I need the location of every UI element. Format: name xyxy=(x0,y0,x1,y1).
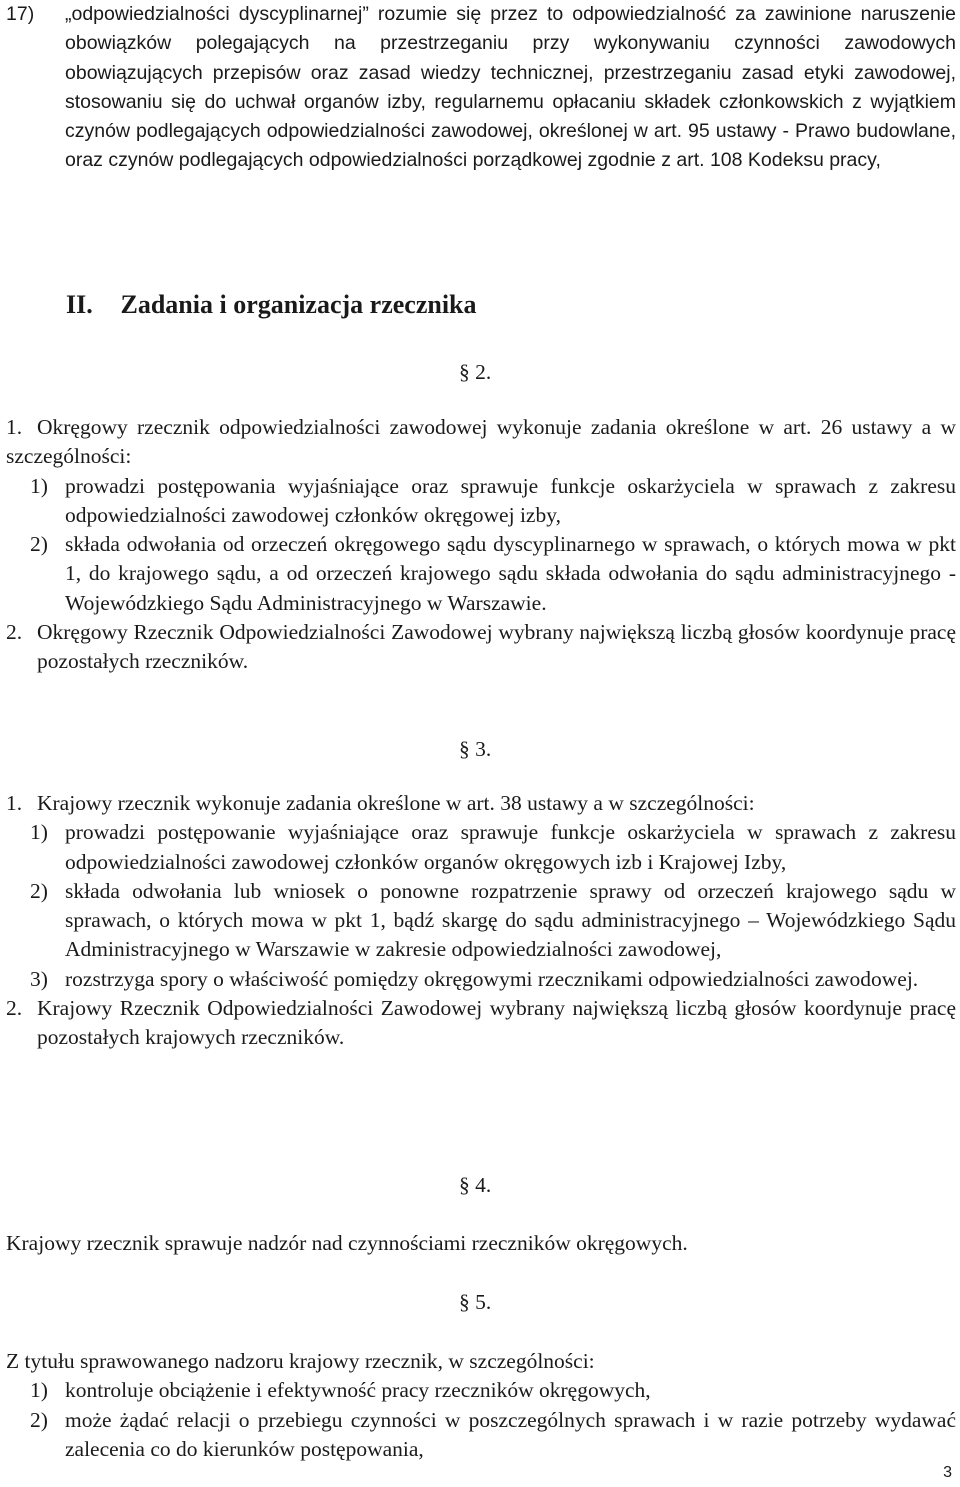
paragraph-number: 1. xyxy=(6,415,23,439)
list-item xyxy=(6,818,956,877)
item-number: 17) xyxy=(6,3,35,25)
paragraph-2 xyxy=(6,994,956,1053)
list-item-text: prowadzi postępowanie wyjaśniające oraz sprawuje funkcje oskarżyciela w sprawach z zakresu odpowiedzialności zawodowej członków organów okręgowych izb i Krajowej Izby, xyxy=(65,820,956,874)
list-item-number: 1) xyxy=(30,1378,48,1403)
section-sign-4: § 4. xyxy=(459,1173,492,1197)
paragraph-text: Okręgowy rzecznik odpowiedzialności zawodowej wykonuje zadania określone w art. 26 ustawy a w szczególności: xyxy=(6,415,956,469)
section-sign-2: § 2. xyxy=(459,360,492,384)
page-number: 3 xyxy=(943,1464,952,1481)
paragraph-1 xyxy=(6,413,956,472)
list-item xyxy=(6,1376,956,1405)
section-2-body xyxy=(6,413,956,677)
item-text: „odpowiedzialności dyscyplinarnej” rozumie się przez to odpowiedzialność za zawinione naruszenie obowiązków polegających na przestrzeganiu przy wykonywaniu czynności zawodowych obowiązujących przepisów oraz zasad wiedzy technicznej, przestrzeganiu zasad etyki zawodowej, stosowaniu się do uchwał organów izby, regularnemu opłacaniu składek członkowskich z wyjątkiem czynów podlegających odpowiedzialności zawodowej, określonej w art. 95 ustawy - Prawo budowlane, oraz czynów podlegających odpowiedzialności porządkowej zgodnie z art. 108 Kodeksu pracy, xyxy=(65,3,956,172)
chapter-number: II. xyxy=(66,290,93,319)
paragraph-1 xyxy=(6,789,956,818)
paragraph-number: 1. xyxy=(6,791,23,815)
list-item-number: 1) xyxy=(30,820,48,845)
section-3-body xyxy=(6,789,956,1053)
paragraph-2 xyxy=(6,618,956,677)
list-item-text: składa odwołania od orzeczeń okręgowego sądu dyscyplinarnego w sprawach, o których mowa w pkt 1, do krajowego sądu, a od orzeczeń krajowego sądu składa odwołania do sądu administracyjnego - Wojewódzkiego Sądu Administracyjnego w Warszawie. xyxy=(65,532,956,615)
list-item-number: 3) xyxy=(30,966,48,991)
list-item xyxy=(6,965,956,994)
section-4-text: Krajowy rzecznik sprawuje nadzór nad czynnościami rzeczników okręgowych. xyxy=(6,1231,688,1255)
list-item-text: kontroluje obciążenie i efektywność pracy rzeczników okręgowych, xyxy=(65,1378,651,1403)
section-sign-3: § 3. xyxy=(459,737,492,761)
list-item xyxy=(6,472,956,531)
list-item xyxy=(6,877,956,965)
section-sign-5: § 5. xyxy=(459,1290,492,1314)
list-item xyxy=(6,1406,956,1465)
list-item-text: prowadzi postępowania wyjaśniające oraz sprawuje funkcje oskarżyciela w sprawach z zakresu odpowiedzialności zawodowej członków okręgowej izby, xyxy=(65,473,956,527)
list-item-number: 2) xyxy=(30,878,48,903)
paragraph-number: 2. xyxy=(6,620,23,645)
paragraph-text: Okręgowy Rzecznik Odpowiedzialności Zawodowej wybrany największą liczbą głosów koordynuje pracę pozostałych rzeczników. xyxy=(37,620,956,674)
chapter-heading xyxy=(66,289,477,321)
list-item-number: 2) xyxy=(30,532,48,557)
section-5-intro: Z tytułu sprawowanego nadzoru krajowy rzecznik, w szczególności: xyxy=(6,1349,595,1373)
definition-item-17 xyxy=(6,0,956,176)
list-item-text: może żądać relacji o przebiegu czynności w poszczególnych sprawach i w razie potrzeby wydawać zalecenia co do kierunków postępowania, xyxy=(65,1407,956,1461)
paragraph-text: Krajowy Rzecznik Odpowiedzialności Zawodowej wybrany największą liczbą głosów koordynuje pracę pozostałych krajowych rzeczników. xyxy=(37,996,956,1050)
list-item-number: 2) xyxy=(30,1407,48,1432)
list-item xyxy=(6,530,956,618)
paragraph-text: Krajowy rzecznik wykonuje zadania określone w art. 38 ustawy a w szczególności: xyxy=(37,791,755,815)
list-item-text: rozstrzyga spory o właściwość pomiędzy okręgowymi rzecznikami odpowiedzialności zawodowej. xyxy=(65,966,919,991)
list-item-number: 1) xyxy=(30,473,48,498)
paragraph-number: 2. xyxy=(6,996,23,1021)
chapter-title: Zadania i organizacja rzecznika xyxy=(120,290,477,319)
list-item-text: składa odwołania lub wniosek o ponowne rozpatrzenie sprawy od orzeczeń krajowego sądu w sprawach, o których mowa w pkt 1, bądź skargę do sądu administracyjnego – Wojewódzkiego Sądu Administracyjnego w Warszawie w zakresie odpowiedzialności zawodowej, xyxy=(65,878,956,962)
section-5-body xyxy=(6,1347,956,1464)
